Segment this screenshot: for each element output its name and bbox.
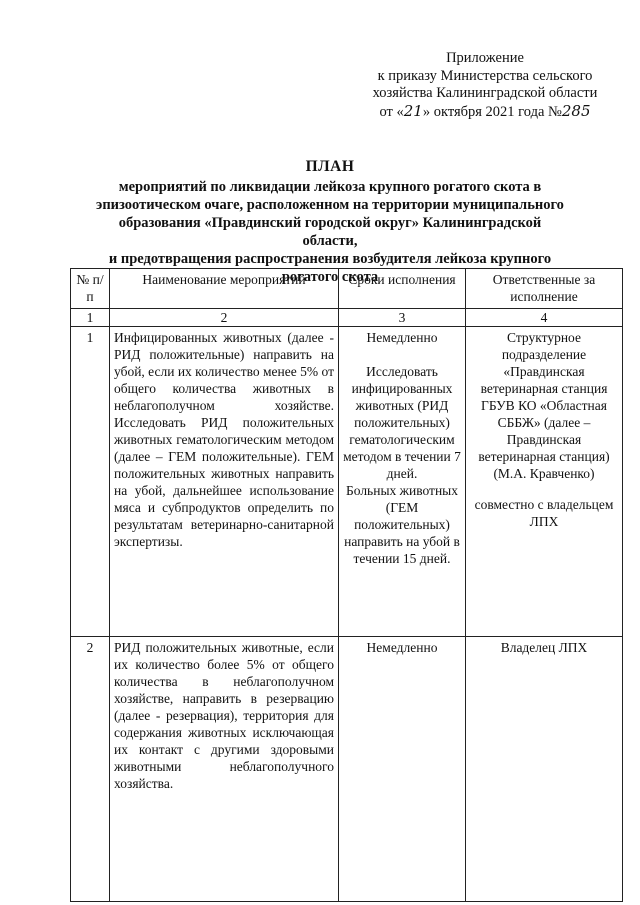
appendix-header — [340, 50, 630, 121]
appendix-order-ref: к приказу Министерства сельского — [377, 67, 593, 84]
column-number-row — [71, 309, 623, 327]
row-term: Немедленно — [339, 637, 466, 902]
term-examine: Исследовать инфицированных животных (РИД положительных) гематологическим методом в течении 7 дней. — [343, 364, 461, 481]
column-number: 1 — [71, 309, 110, 327]
column-number: 2 — [110, 309, 339, 327]
appendix-label: Приложение — [446, 50, 524, 66]
header-number: № п/п — [71, 269, 110, 309]
header-responsible: Ответственные за исполнение — [466, 269, 623, 309]
appendix-day: 21 — [403, 101, 423, 120]
title-line-2: эпизоотическом очаге, расположенном на территории муниципального — [96, 197, 564, 213]
title-line-3: образования «Правдинский городской округ» Калининградской области, — [118, 215, 542, 249]
header-term: Сроки исполнения — [339, 269, 466, 309]
column-number: 4 — [466, 309, 623, 327]
document-title — [95, 158, 565, 286]
row-responsible: Владелец ЛПХ — [466, 637, 623, 902]
column-number: 3 — [339, 309, 466, 327]
appendix-ministry: хозяйства Калининградской области — [372, 85, 598, 101]
term-slaughter: Больных животных (ГЕМ положительных) направить на убой в течении 15 дней. — [344, 483, 460, 566]
header-measure: Наименование мероприятий — [110, 269, 339, 309]
title-line-4: и предотвращения распространения возбудителя лейкоза крупного — [108, 251, 552, 267]
row-responsible — [466, 327, 623, 637]
responsible-owner: совместно с владельцем ЛПХ — [474, 497, 614, 529]
responsible-station: Структурное подразделение «Правдинская ветеринарная станция ГБУВ КО «Областная СББЖ» (далее – Правдинская ветеринарная станция) (М.А. Кравченко) — [478, 330, 610, 481]
term-immediately: Немедленно — [366, 330, 438, 345]
row-measure: РИД положительных животные, если их количество более 5% от общего количества в неблагополучном хозяйстве, направить в резервацию (далее - резервация), территория для содержания животных исключающая их контакт с другими здоровыми животными неблагополучного хозяйства. — [110, 637, 339, 902]
table-row — [71, 327, 623, 637]
row-number: 2 — [71, 637, 110, 902]
appendix-date-line — [340, 103, 630, 122]
title-heading: ПЛАН — [305, 158, 355, 175]
title-line-1: мероприятий по ликвидации лейкоза крупного рогатого скота в — [118, 179, 542, 195]
appendix-order-number: 285 — [561, 101, 591, 120]
appendix-date-prefix: от « — [379, 103, 404, 120]
row-measure: Инфицированных животных (далее - РИД положительные) направить на убой, если их количество менее 5% от общего количества животных в неблагополучном хозяйстве. Исследовать РИД положительных животных гематологическим методом (далее – ГЕМ положительные). ГЕМ положительных животных направить на убой, дальнейшее использование мяса и субпродуктов определить по результатам ветеринарно-санитарной экспертизы. — [110, 327, 339, 637]
row-term — [339, 327, 466, 637]
row-number: 1 — [71, 327, 110, 637]
table-header-row — [71, 269, 623, 309]
appendix-date-mid: » октября 2021 года № — [422, 103, 562, 120]
measures-table — [70, 268, 623, 902]
table-row — [71, 637, 623, 902]
title-line-5: рогатого скота — [281, 269, 379, 285]
